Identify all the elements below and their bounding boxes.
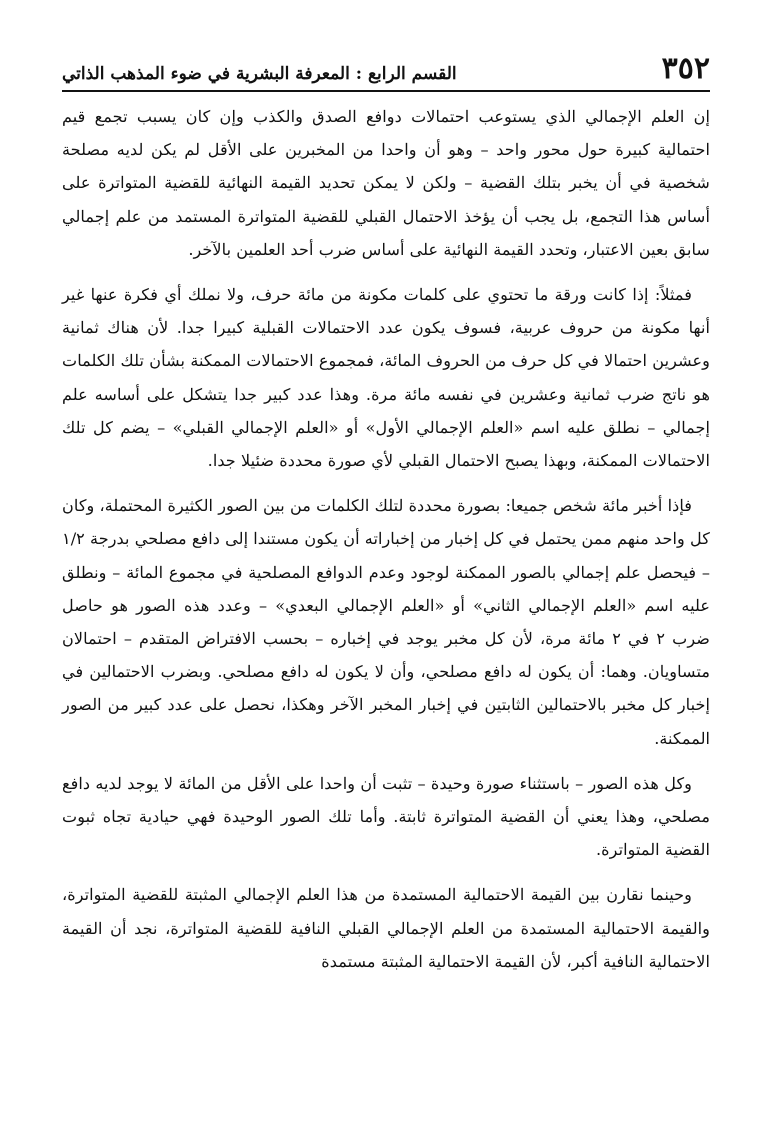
running-title: القسم الرابع : المعرفة البشرية في ضوء المذهب الذاتي [62,63,457,84]
page-number: ٣٥٢ [661,51,710,86]
body-text [62,100,710,990]
paragraph-5: وحينما نقارن بين القيمة الاحتمالية المستمدة من هذا العلم الإجمالي المثبتة للقضية المتواترة، والقيمة الاحتمالية المستمدة من العلم الإجمالي القبلي النافية للقضية المتواترة، نجد أن القيمة الاحتمالية النافية أكبر، لأن القيمة الاحتمالية المثبتة مستمدة [62,885,710,971]
paragraph-3: فإذا أخبر مائة شخص جميعا: بصورة محددة لتلك الكلمات من بين الصور الكثيرة المحتملة، وكان كل واحد منهم ممن يحتمل في كل إخبار من إخباراته أن يكون مستندا إلى دافع مصلحي بدرجة ١/٢ – فيحصل علم إجمالي بالصور الممكنة لوجود وعدم الدوافع المصلحية في مجموع المائة – ونطلق عليه اسم «العلم الإجمالي الثاني» أو «العلم الإجمالي البعدي» – وعدد هذه الصور هو حاصل ضرب ٢ في ٢ مائة مرة، لأن كل مخبر يوجد في إخباره – بحسب الافتراض المتقدم – احتمالان متساويان. وهما: أن يكون له دافع مصلحي، وأن لا يكون له دافع مصلحي. وبضرب الاحتمالين في إخبار كل مخبر بالاحتمالين الثابتين في إخبار المخبر الآخر وهكذا، نحصل على عدد كبير من الصور الممكنة. [62,496,710,748]
page-header [62,40,710,92]
paragraph-4: وكل هذه الصور – باستثناء صورة وحيدة – تثبت أن واحدا على الأقل من المائة لا يوجد لديه دافع مصلحي، وهذا يعني أن القضية المتواترة ثابتة. وأما تلك الصور الوحيدة فهي حيادية تجاه ثبوت القضية المتواترة. [62,773,710,860]
paragraph-1: إن العلم الإجمالي الذي يستوعب احتمالات دوافع الصدق والكذب وإن كان يسبب تجمع قيم احتمالية كبيرة حول محور واحد – وهو أن واحدا من المخبرين على الأقل لم يكن لديه مصلحة شخصية في أن يخبر بتلك القضية – ولكن لا يمكن تحديد القيمة النهائية للقضية المتواترة على أساس هذا التجمع، بل يجب أن يؤخذ الاحتمال القبلي للقضية المتواترة المستمد من علم إجمالي سابق بعين الاعتبار، وتحدد القيمة النهائية على أساس ضرب أحد العلمين بالآخر. [62,107,710,259]
paragraph-2: فمثلاً: إذا كانت ورقة ما تحتوي على كلمات مكونة من مائة حرف، ولا نملك أي فكرة عنها غير أنها مكونة من حروف عربية، فسوف يكون عدد الاحتمالات القبلية كبيرا جدا. لأن هناك ثمانية وعشرين احتمالا في كل حرف من الحروف المائة، فمجموع الاحتمالات الممكنة بشأن تلك الكلمات هو ناتج ضرب ثمانية وعشرين في نفسه مائة مرة. وهذا عدد كبير جدا يتشكل على أساسه علم إجمالي – نطلق عليه اسم «العلم الإجمالي الأول» أو «العلم الإجمالي القبلي» – يضم كل تلك الاحتمالات الممكنة، وبهذا يصبح الاحتمال القبلي لأي صورة محددة ضئيلا جدا. [62,285,710,471]
